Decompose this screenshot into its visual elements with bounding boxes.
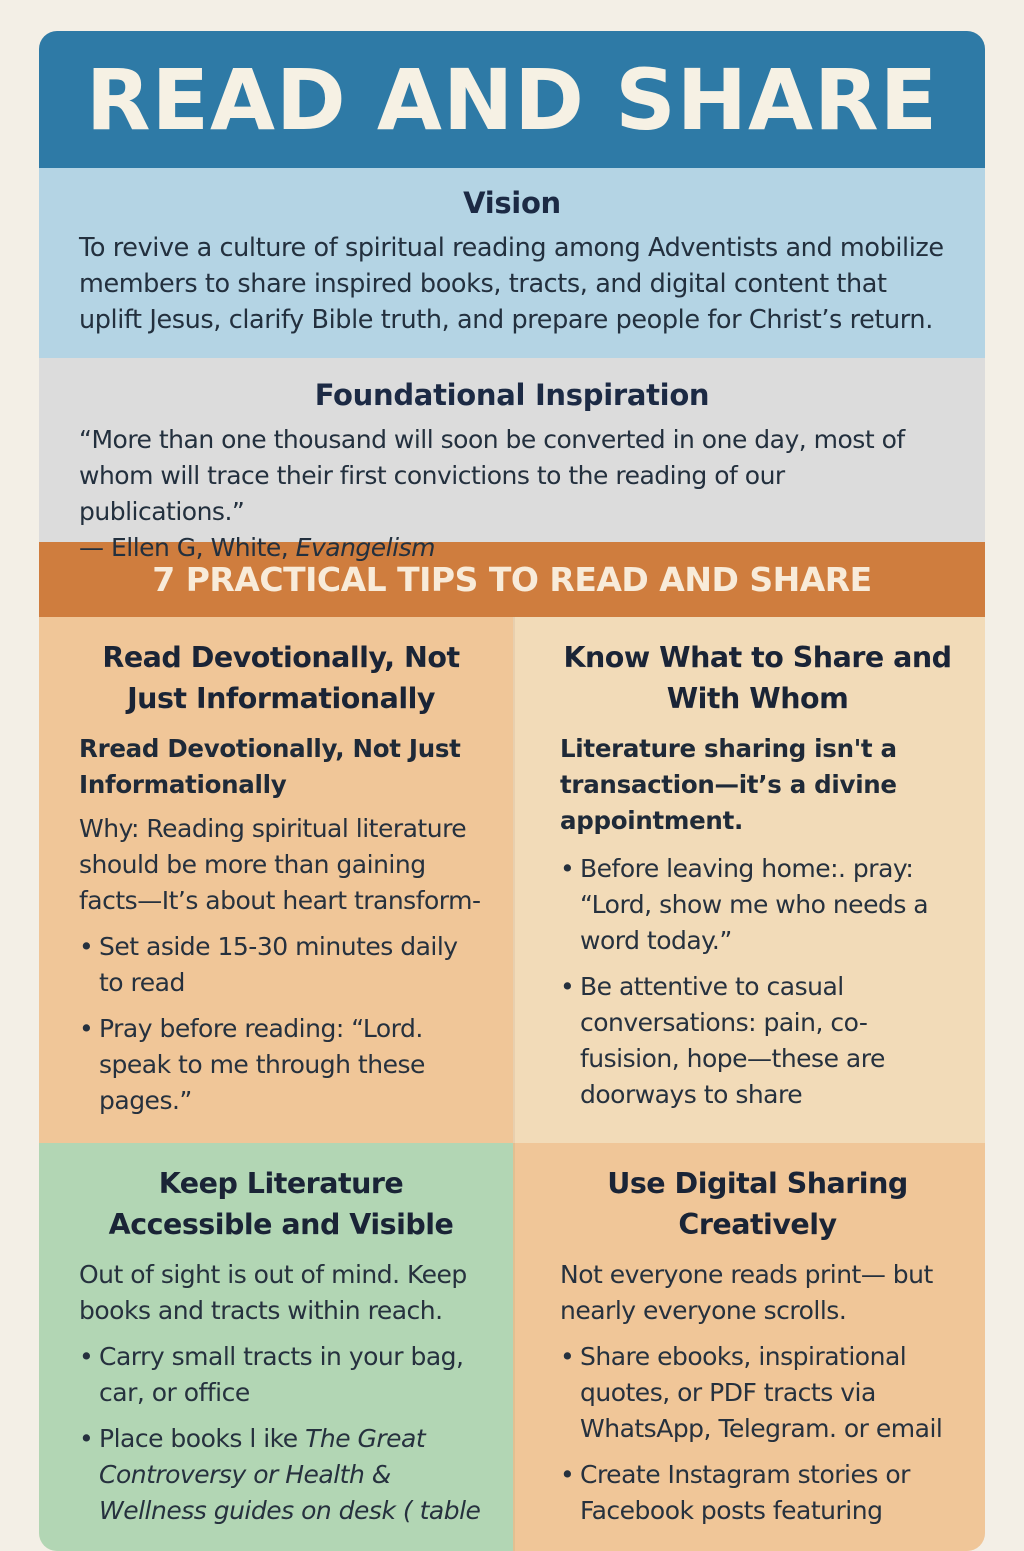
tip-bullet: • Share ebooks, inspirational quotes, or PDF tracts via WhatsApp, Telegram. or email	[560, 1339, 955, 1447]
tip-card-know-what-to-share	[513, 617, 985, 1143]
tip-card-read-devotionally	[39, 617, 513, 1143]
vision-text: To revive a culture of spiritual reading among Adventists and mobilize members to share inspired books, tracts, and digital content that uplift Jesus, clarify Bible truth, and prepare people for Christ’s return.	[79, 233, 944, 335]
tip-bullets	[79, 1339, 483, 1529]
tip-bullet: • Set aside 15-30 minutes daily to read	[79, 929, 483, 1001]
tip-bullet-italic: The Great Controversy or Health & Wellness guides on desk ( table	[99, 1424, 481, 1525]
tip-subtitle: Literature sharing isn't a transaction—it’s a divine appointment.	[560, 734, 897, 835]
tip-bullet: • Pray before reading: “Lord. speak to me through these pages.”	[79, 1011, 483, 1119]
tip-bullet: • Carry small tracts in your bag, car, or office	[79, 1339, 483, 1411]
page-header	[39, 31, 985, 168]
tip-bullets	[79, 929, 483, 1119]
tip-bullet: • Create Instagram stories or Facebook posts featuring	[560, 1457, 955, 1529]
tip-subtitle: Rread Devotionally, Not Just Informationally	[79, 734, 461, 799]
quote-text: “More than one thousand will soon be converted in one day, most of whom will trace their first convictions to the reading of our publications.”	[79, 425, 905, 526]
tip-bullet: • Be attentive to casual conversations: pain, co-fusision, hope—these are doorways to share	[560, 969, 955, 1113]
quote-attribution: — Ellen G, White,	[79, 533, 296, 562]
tip-title: Know What to Share and With Whom	[563, 641, 952, 715]
tip-bullets	[560, 851, 955, 1113]
tip-bullet	[79, 1421, 483, 1529]
quote-source: Evangelism	[295, 533, 435, 562]
tip-card-digital-sharing	[513, 1143, 985, 1551]
tip-text: Out of sight is out of mind. Keep books and tracts within reach.	[79, 1260, 467, 1325]
page-title: READ AND SHARE	[85, 50, 939, 149]
tips-grid	[39, 617, 985, 1551]
vision-section	[39, 168, 985, 358]
read-and-share-card	[39, 31, 985, 1551]
tip-text: Not everyone reads print— but nearly everyone scrolls.	[560, 1260, 933, 1325]
vision-title: Vision	[463, 186, 561, 220]
tip-bullet-prefix: Place books l ike	[99, 1424, 306, 1453]
tip-title: Use Digital Sharing Creatively	[607, 1167, 908, 1241]
tip-text: Why: Reading spiritual literature should be more than gaining facts—It’s about heart transform-	[79, 814, 481, 915]
inspiration-title: Foundational Inspiration	[314, 378, 710, 412]
tip-title: Read Devotionally, Not Just Informationally	[102, 641, 460, 715]
inspiration-section	[39, 358, 985, 562]
tip-bullets	[560, 1339, 955, 1529]
tip-title: Keep Literature Accessible and Visible	[108, 1167, 454, 1241]
tip-card-keep-literature-accessible	[39, 1143, 513, 1551]
tip-bullet: • Before leaving home:. pray: “Lord, show me who needs a word today.”	[560, 851, 955, 959]
tips-banner-label: 7 PRACTICAL TIPS TO READ AND SHARE	[152, 560, 872, 599]
